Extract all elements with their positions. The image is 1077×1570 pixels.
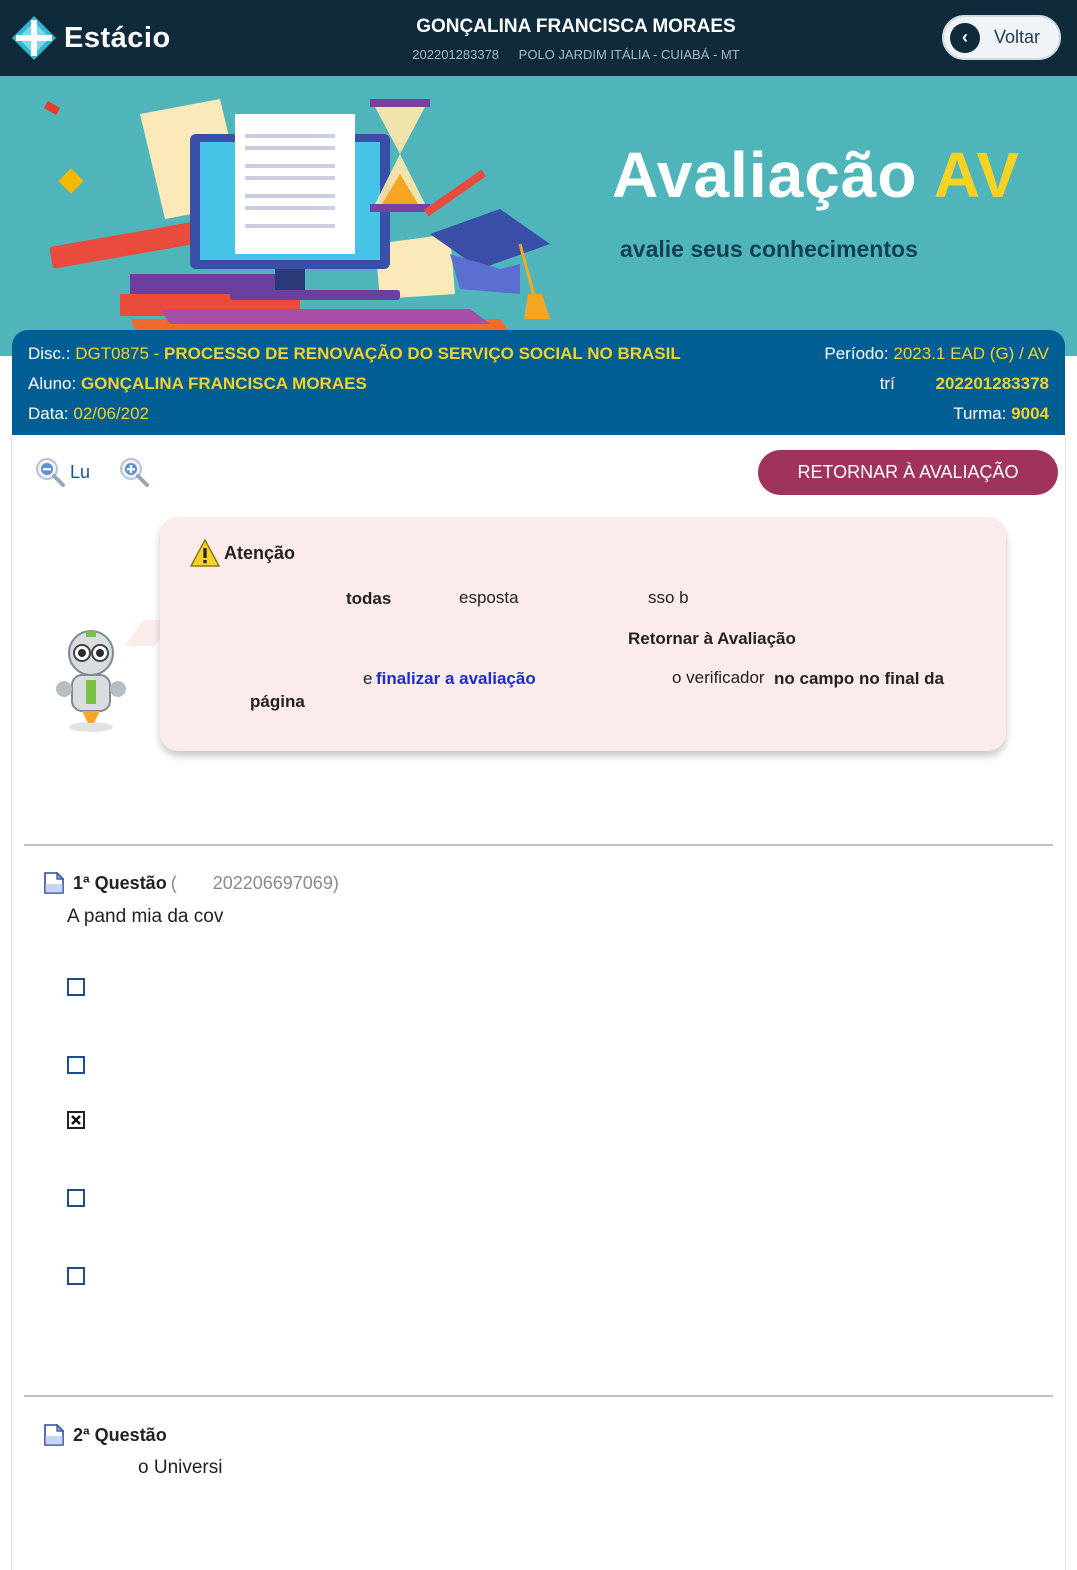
discipline-row — [28, 344, 681, 364]
attention-text-answer: esposta — [459, 588, 519, 607]
registration-value: 202201283378 — [935, 374, 1049, 393]
student-details — [300, 47, 852, 62]
checkmark-x-icon — [69, 1113, 83, 1127]
student-row-name: GONÇALINA FRANCISCA MORAES — [80, 374, 367, 393]
question-1-code: 202206697069) — [212, 872, 339, 893]
attention-text-page: página — [250, 692, 305, 711]
date-value: 02/06/202 — [73, 404, 150, 423]
question-1-number: 1ª Questão — [73, 872, 167, 893]
discipline-code: DGT0875 — [75, 344, 149, 363]
student-row — [28, 374, 367, 394]
chevron-left-icon: ‹ — [950, 23, 980, 53]
attention-box — [160, 517, 1006, 751]
attention-title-text: Atenção — [224, 542, 296, 563]
exam-info-panel — [12, 330, 1065, 435]
attention-text-return: Retornar à Avaliação — [628, 629, 796, 648]
option-checkbox[interactable] — [67, 1056, 85, 1074]
top-bar — [0, 0, 1077, 76]
warning-icon — [190, 539, 220, 567]
attention-text-and: e — [363, 669, 373, 688]
logo-text: Estácio — [64, 21, 171, 54]
question-1-header — [44, 872, 339, 894]
banner-title — [612, 138, 1020, 212]
question-divider — [24, 1395, 1053, 1397]
back-button-label: Voltar — [994, 27, 1041, 47]
period-value: 2023.1 EAD (G) — [893, 344, 1015, 363]
class-label: Turma: — [953, 404, 1007, 423]
student-label: Aluno: — [28, 374, 77, 393]
discipline-separator: - — [148, 344, 165, 363]
banner-title-accent: AV — [933, 139, 1021, 211]
exam-illustration — [30, 94, 590, 344]
period-label: Período: — [824, 344, 889, 363]
discipline-name: PROCESSO DE RENOVAÇÃO DO SERVIÇO SOCIAL NO BRASIL — [164, 344, 681, 363]
question-1-paren: ( — [170, 872, 177, 893]
attention-text-field: no campo no final da — [774, 669, 945, 688]
question-1-text: A pand mia da cov — [67, 906, 224, 927]
return-to-exam-button[interactable]: RETORNAR À AVALIAÇÃO — [758, 450, 1058, 495]
attention-text-fragment: sso b — [648, 588, 689, 607]
student-polo: POLO JARDIM ITÁLIA - CUIABÁ - MT — [518, 47, 740, 62]
class-row — [953, 404, 1049, 424]
question-2-number: 2ª Questão — [73, 1424, 167, 1445]
document-icon — [44, 872, 64, 894]
zoom-in-icon[interactable] — [118, 456, 150, 488]
zoom-out-icon[interactable] — [34, 456, 66, 488]
attention-text-verifier: o verificador — [672, 668, 765, 687]
option-checkbox-checked[interactable] — [67, 1111, 85, 1129]
banner-title-main: Avaliação — [612, 139, 918, 211]
date-label: Data: — [28, 404, 69, 423]
banner-subtitle: avalie seus conhecimentos — [620, 236, 918, 262]
question-2-text: o Universi — [138, 1457, 223, 1478]
estacio-logo-icon — [10, 14, 58, 62]
discipline-label: Disc.: — [28, 344, 71, 363]
period-separator: / — [1014, 344, 1028, 363]
document-icon — [44, 1424, 64, 1446]
zoom-controls — [34, 456, 150, 488]
date-row — [28, 404, 149, 424]
period-row — [824, 344, 1049, 364]
attention-text-all: todas — [346, 589, 392, 608]
period-type: AV — [1027, 344, 1049, 363]
registration-label: trí — [879, 374, 895, 393]
finish-exam-link[interactable]: finalizar a avaliação — [376, 669, 536, 688]
option-checkbox[interactable] — [67, 1267, 85, 1285]
student-id: 202201283378 — [412, 47, 500, 62]
class-value: 9004 — [1011, 404, 1049, 423]
option-checkbox[interactable] — [67, 1189, 85, 1207]
question-2-header — [44, 1424, 167, 1446]
student-name: GONÇALINA FRANCISCA MORAES — [416, 16, 736, 37]
registration-row — [880, 374, 1049, 394]
estacio-logo[interactable] — [10, 14, 171, 62]
question-divider — [24, 844, 1053, 846]
hero-banner — [0, 76, 1077, 356]
zoom-text: Lu — [70, 461, 91, 482]
robot-mascot-icon — [50, 625, 132, 735]
option-checkbox[interactable] — [67, 978, 85, 996]
attention-title — [190, 539, 295, 567]
back-button[interactable] — [942, 15, 1061, 60]
student-info — [300, 16, 852, 62]
